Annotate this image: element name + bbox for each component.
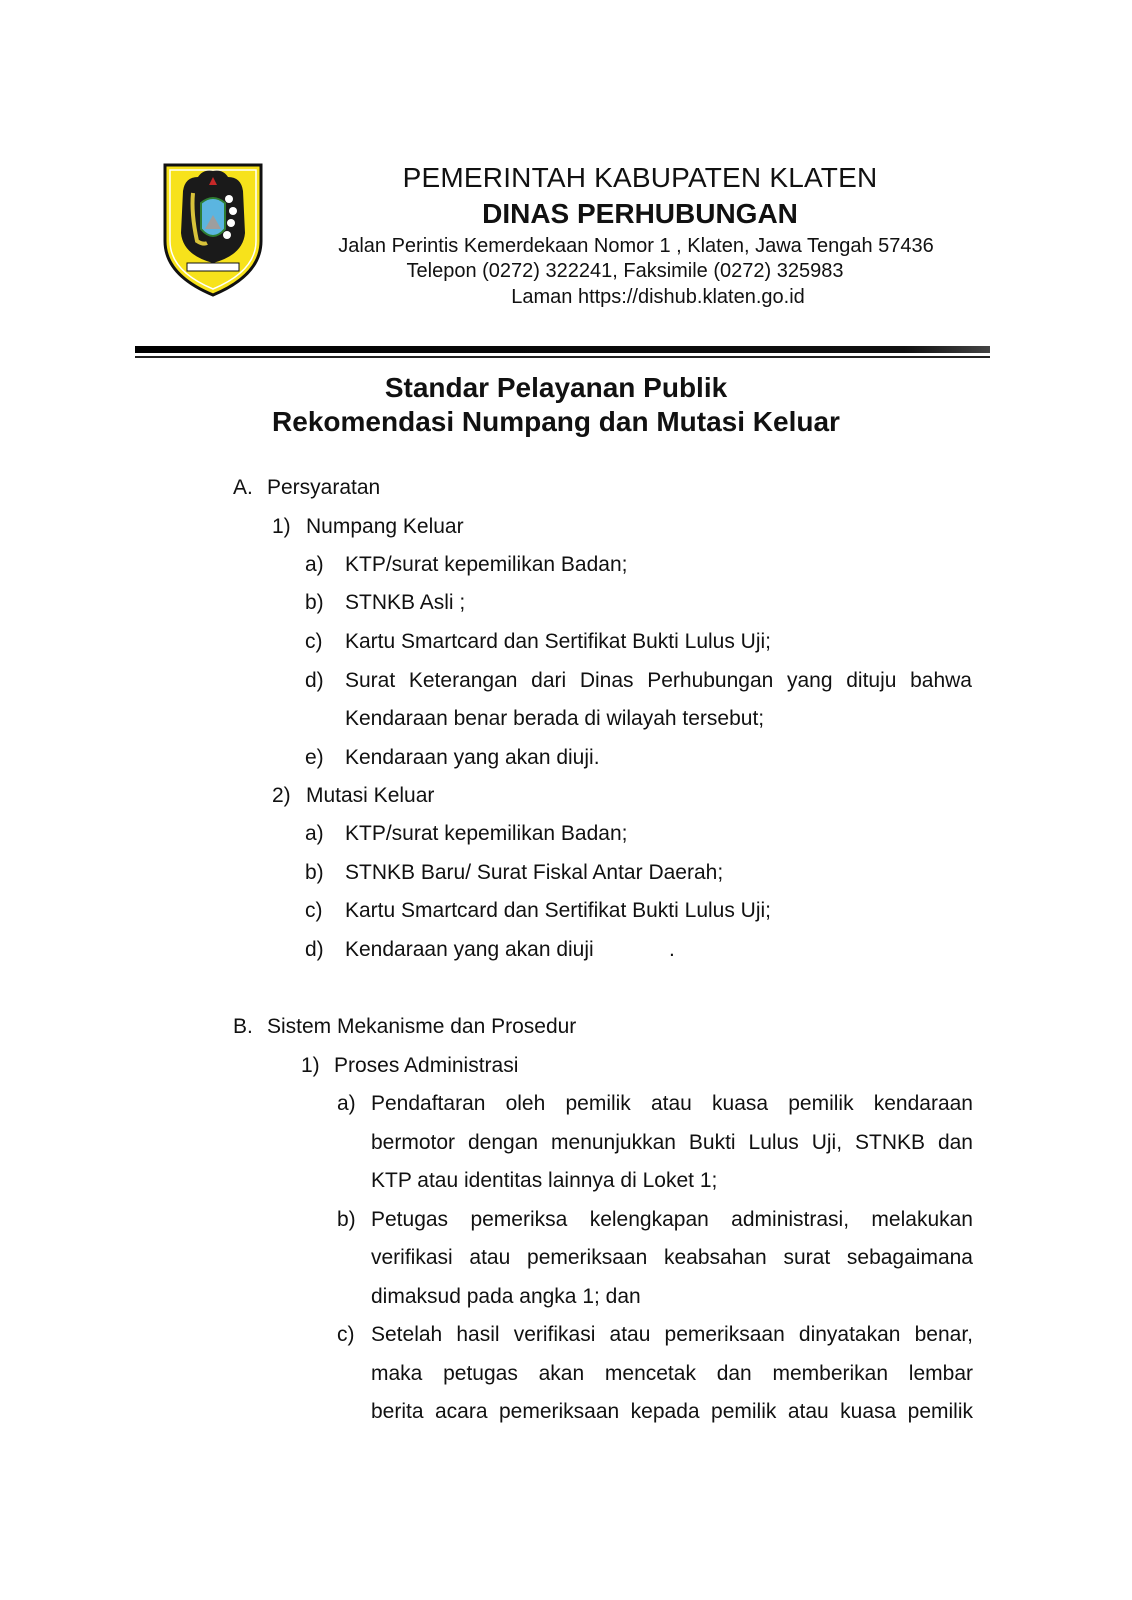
list-item-label: c) [305, 899, 323, 922]
list-item-text: STNKB Asli ; [345, 591, 466, 614]
letterhead-divider-thick [135, 346, 990, 353]
section-label: A. [233, 476, 253, 499]
letterhead-government-name: PEMERINTAH KABUPATEN KLATEN [402, 162, 878, 193]
klaten-coat-of-arms-logo [163, 163, 263, 297]
subsection-label: 1) [301, 1054, 320, 1077]
list-item-label: c) [305, 630, 323, 653]
section-heading: Persyaratan [267, 476, 381, 499]
list-item-text-continued: verifikasi atau pemeriksaan keabsahan surat sebagaimana [371, 1246, 973, 1269]
list-item-label: b) [305, 861, 324, 884]
letterhead-website: Laman https://dishub.klaten.go.id [511, 286, 805, 308]
list-item-text: Surat Keterangan dari Dinas Perhubungan yang dituju bahwa [345, 669, 972, 692]
list-item-label: c) [337, 1323, 355, 1346]
list-item-text-continued: Kendaraan benar berada di wilayah tersebut; [345, 707, 765, 730]
subsection-heading: Proses Administrasi [334, 1054, 519, 1077]
list-item-trailing-period: . [669, 938, 675, 961]
list-item-text: Kartu Smartcard dan Sertifikat Bukti Lulus Uji; [345, 630, 772, 653]
subsection-label: 1) [272, 515, 291, 538]
list-item-text: KTP/surat kepemilikan Badan; [345, 553, 628, 576]
list-item-text: Petugas pemeriksa kelengkapan administrasi, melakukan [371, 1208, 973, 1231]
list-item-label: a) [305, 553, 324, 576]
list-item-text: Kendaraan yang akan diuji [345, 938, 594, 961]
subsection-heading: Numpang Keluar [306, 515, 464, 538]
list-item-label: d) [305, 938, 324, 961]
list-item-text: Kartu Smartcard dan Sertifikat Bukti Lulus Uji; [345, 899, 772, 922]
list-item-text-continued: dimaksud pada angka 1; dan [371, 1285, 641, 1308]
section-label: B. [233, 1015, 253, 1038]
section-heading: Sistem Mekanisme dan Prosedur [267, 1015, 577, 1038]
subsection-label: 2) [272, 784, 291, 807]
list-item-label: e) [305, 746, 324, 769]
list-item-label: b) [337, 1208, 356, 1231]
list-item-label: a) [305, 822, 324, 845]
list-item-text-continued: bermotor dengan menunjukkan Bukti Lulus Uji, STNKB dan [371, 1131, 973, 1154]
list-item-text: Kendaraan yang akan diuji. [345, 746, 600, 769]
letterhead-agency-name: DINAS PERHUBUNGAN [482, 198, 798, 229]
letterhead-divider-thin [135, 356, 990, 358]
list-item-text: Pendaftaran oleh pemilik atau kuasa pemilik kendaraan [371, 1092, 973, 1115]
document-title: Standar Pelayanan Publik [384, 372, 728, 403]
list-item-text: Setelah hasil verifikasi atau pemeriksaan dinyatakan benar, [371, 1323, 973, 1346]
list-item-label: a) [337, 1092, 356, 1115]
list-item-label: d) [305, 669, 324, 692]
list-item-text-continued: KTP atau identitas lainnya di Loket 1; [371, 1169, 718, 1192]
letterhead-phone: Telepon (0272) 322241, Faksimile (0272) 325983 [406, 260, 844, 282]
list-item-text: KTP/surat kepemilikan Badan; [345, 822, 628, 845]
letterhead-address: Jalan Perintis Kemerdekaan Nomor 1 , Klaten, Jawa Tengah 57436 [338, 235, 934, 257]
list-item-text-continued: berita acara pemeriksaan kepada pemilik atau kuasa pemilik [371, 1400, 973, 1423]
list-item-label: b) [305, 591, 324, 614]
list-item-text: STNKB Baru/ Surat Fiskal Antar Daerah; [345, 861, 724, 884]
subsection-heading: Mutasi Keluar [306, 784, 435, 807]
document-subtitle: Rekomendasi Numpang dan Mutasi Keluar [272, 406, 840, 437]
list-item-text-continued: maka petugas akan mencetak dan memberikan lembar [371, 1362, 973, 1385]
